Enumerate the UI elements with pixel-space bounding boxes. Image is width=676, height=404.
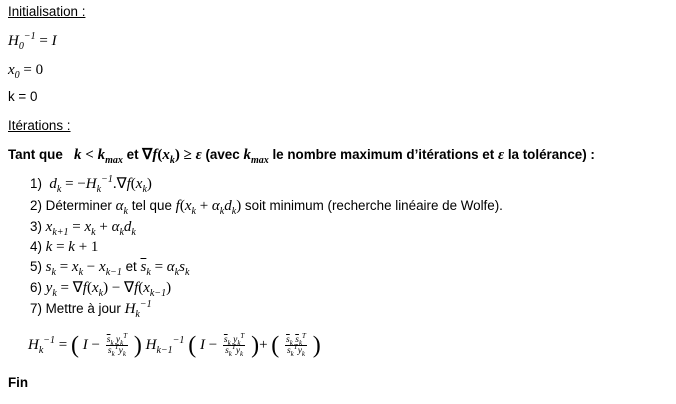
step-2-text-b: tel que	[131, 198, 172, 213]
init-x0-formula: $x_0 = 0$	[8, 62, 44, 81]
init-k-zero: k = 0	[8, 89, 38, 104]
step-3-number: 3)	[30, 219, 42, 234]
fraction-3: $\frac{\overline{s}_k \overline{s}_k^T}{\overline{s}_k^Ty_k}$	[286, 331, 306, 358]
step-4: 4) k = k + 1	[30, 239, 99, 255]
loop-et: et	[126, 147, 139, 162]
init-heading: Initialisation :	[8, 4, 86, 19]
step-6: 6) $y_k = \nabla f(x_k) - \nabla f(x_{k-1})$	[30, 280, 172, 299]
loop-suffix-a: (avec	[205, 147, 240, 162]
bfgs-update-formula: $H_k^{-1}$ = ( I − $\frac{\overline{s}_k y_k^T}{\overline{s}_k^Ty_k}$ ) $H_{k-1}^{-1}$ ( I − $\frac{\overline{s}_k y_k^T}{\overline{s}_k^Ty_k}$ )+ ( $\frac{\overline{s}_k \overline{s}_k^T}{\overline{s}_k^Ty_k}$ )	[28, 331, 321, 359]
step-2: 2) Déterminer $\alpha_k$ tel que $f(x_k + \alpha_kd_k)$ soit minimum (recherche linéaire de Wolfe).	[30, 198, 503, 217]
step-7-text: Mettre à jour	[45, 301, 121, 316]
loop-condition: Tant que $k < k_{max}$ et $\nabla f(x_k) \ge \varepsilon$ (avec $k_{max}$ le nombre maximum d’itérations et ε la tolérance) :	[8, 147, 595, 166]
step-7: 7) Mettre à jour $H_k^{-1}$	[30, 299, 152, 320]
loop-suffix-b: le nombre maximum d’itérations et	[272, 147, 495, 162]
step-6-number: 6)	[30, 280, 42, 295]
loop-prefix: Tant que	[8, 147, 63, 162]
step-5-et: et	[125, 259, 137, 274]
step-7-number: 7)	[30, 301, 42, 316]
step-3: 3) $x_{k+1} = x_k + \alpha_kd_k$	[30, 219, 136, 238]
step-5-number: 5)	[30, 259, 42, 274]
fraction-1: $\frac{\overline{s}_k y_k^T}{\overline{s}_k^Ty_k}$	[106, 331, 128, 358]
step-1-number: 1)	[30, 176, 42, 191]
step-2-number: 2)	[30, 198, 42, 213]
step-1: 1) $d_k = -H_k^{-1}.\nabla f(x_k)$	[30, 174, 152, 195]
end-label: Fin	[8, 375, 29, 390]
step-5: 5) $s_k = x_k - x_{k-1}$ et $\overline{s}_k = \alpha_ks_k$	[30, 259, 190, 278]
step-2-text-a: Déterminer	[45, 198, 112, 213]
iterations-heading: Itérations :	[8, 118, 71, 133]
init-h0-formula: $H_0^{-1} = I$	[8, 31, 57, 52]
step-2-text-c: soit minimum (recherche linéaire de Wolfe).	[244, 198, 503, 213]
step-4-number: 4)	[30, 239, 42, 254]
loop-suffix-c: la tolérance) :	[507, 147, 595, 162]
fraction-2: $\frac{\overline{s}_k y_k^T}{\overline{s}_k^Ty_k}$	[223, 331, 245, 358]
